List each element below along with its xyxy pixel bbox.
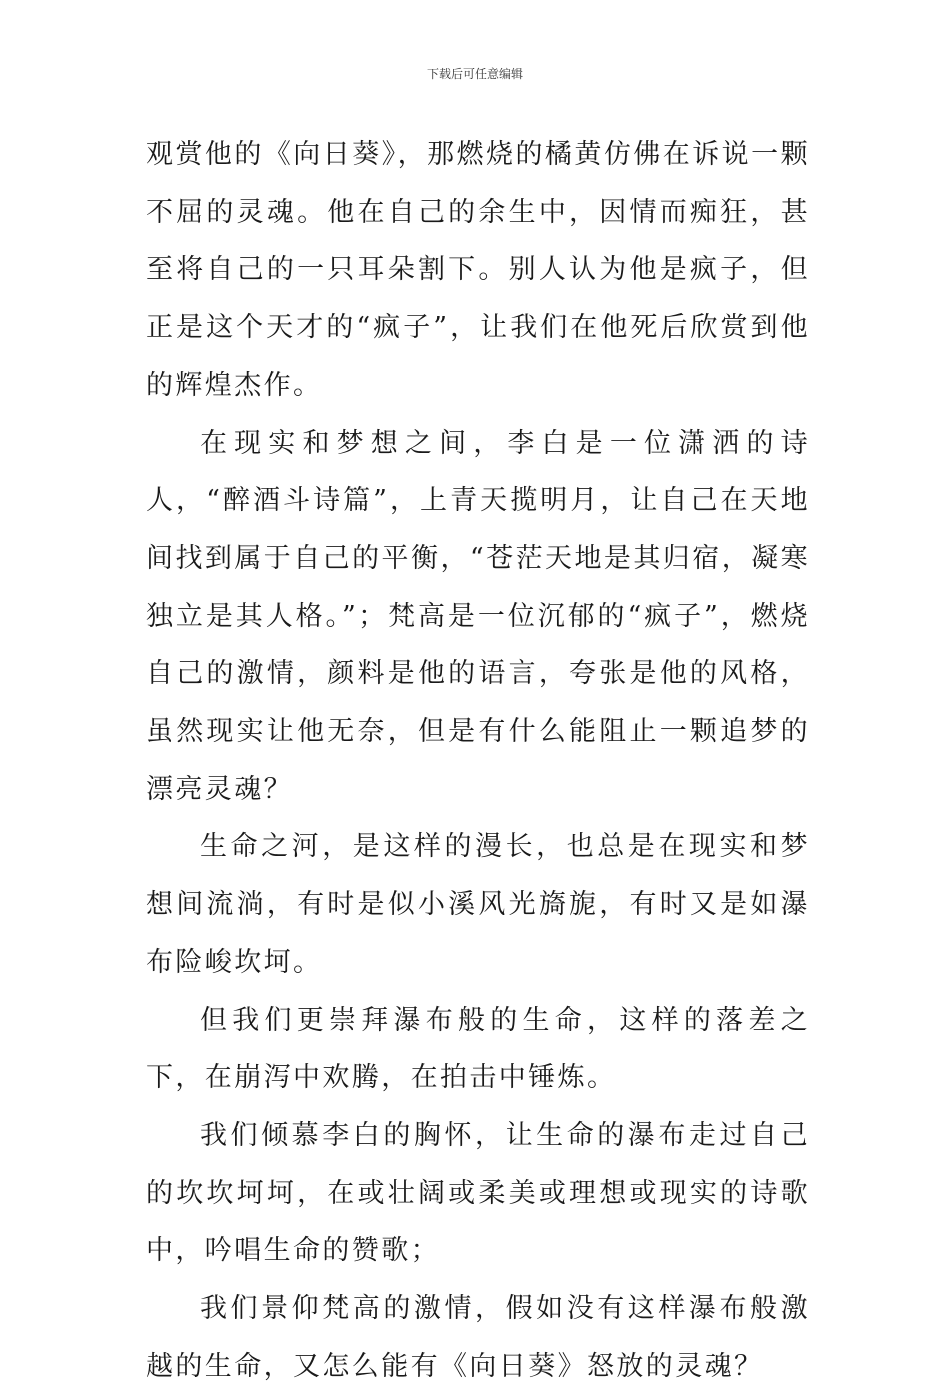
paragraph-1: 观赏他的《向日葵》，那燃烧的橘黄仿佛在诉说一颗不屈的灵魂。他在自己的余生中，因情而痴狂，甚至将自己的一只耳朵割下。别人认为他是疯子，但正是这个天才的“疯子”，让我们在他死后欣赏到他的辉煌杰作。 [146,139,810,401]
paragraph-4: 但我们更崇拜瀑布般的生命，这样的落差之下，在崩泻中欢腾，在拍击中锤炼。 [146,1004,810,1094]
paragraph-5: 我们倾慕李白的胸怀，让生命的瀑布走过自己的坎坎坷坷，在或壮阔或柔美或理想或现实的诗歌中，吟唱生命的赞歌； [146,1119,810,1267]
paragraph-2: 在现实和梦想之间，李白是一位潇洒的诗人，“醉酒斗诗篇”，上青天揽明月，让自己在天地间找到属于自己的平衡，“苍茫天地是其归宿，凝寒独立是其人格。”；梵高是一位沉郁的“疯子”，燃烧自己的激情，颜料是他的语言，夸张是他的风格，虽然现实让他无奈，但是有什么能阻止一颗追梦的漂亮灵魂？ [146,427,810,805]
document-body [146,126,810,1395]
paragraph-6: 我们景仰梵高的激情，假如没有这样瀑布般激越的生命，又怎么能有《向日葵》怒放的灵魂？ [146,1293,810,1382]
page-header: 下载后可任意编辑 [426,67,523,81]
paragraph-3: 生命之河，是这样的漫长，也总是在现实和梦想间流淌，有时是似小溪风光旖旎，有时又是如瀑布险峻坎坷。 [146,831,810,978]
